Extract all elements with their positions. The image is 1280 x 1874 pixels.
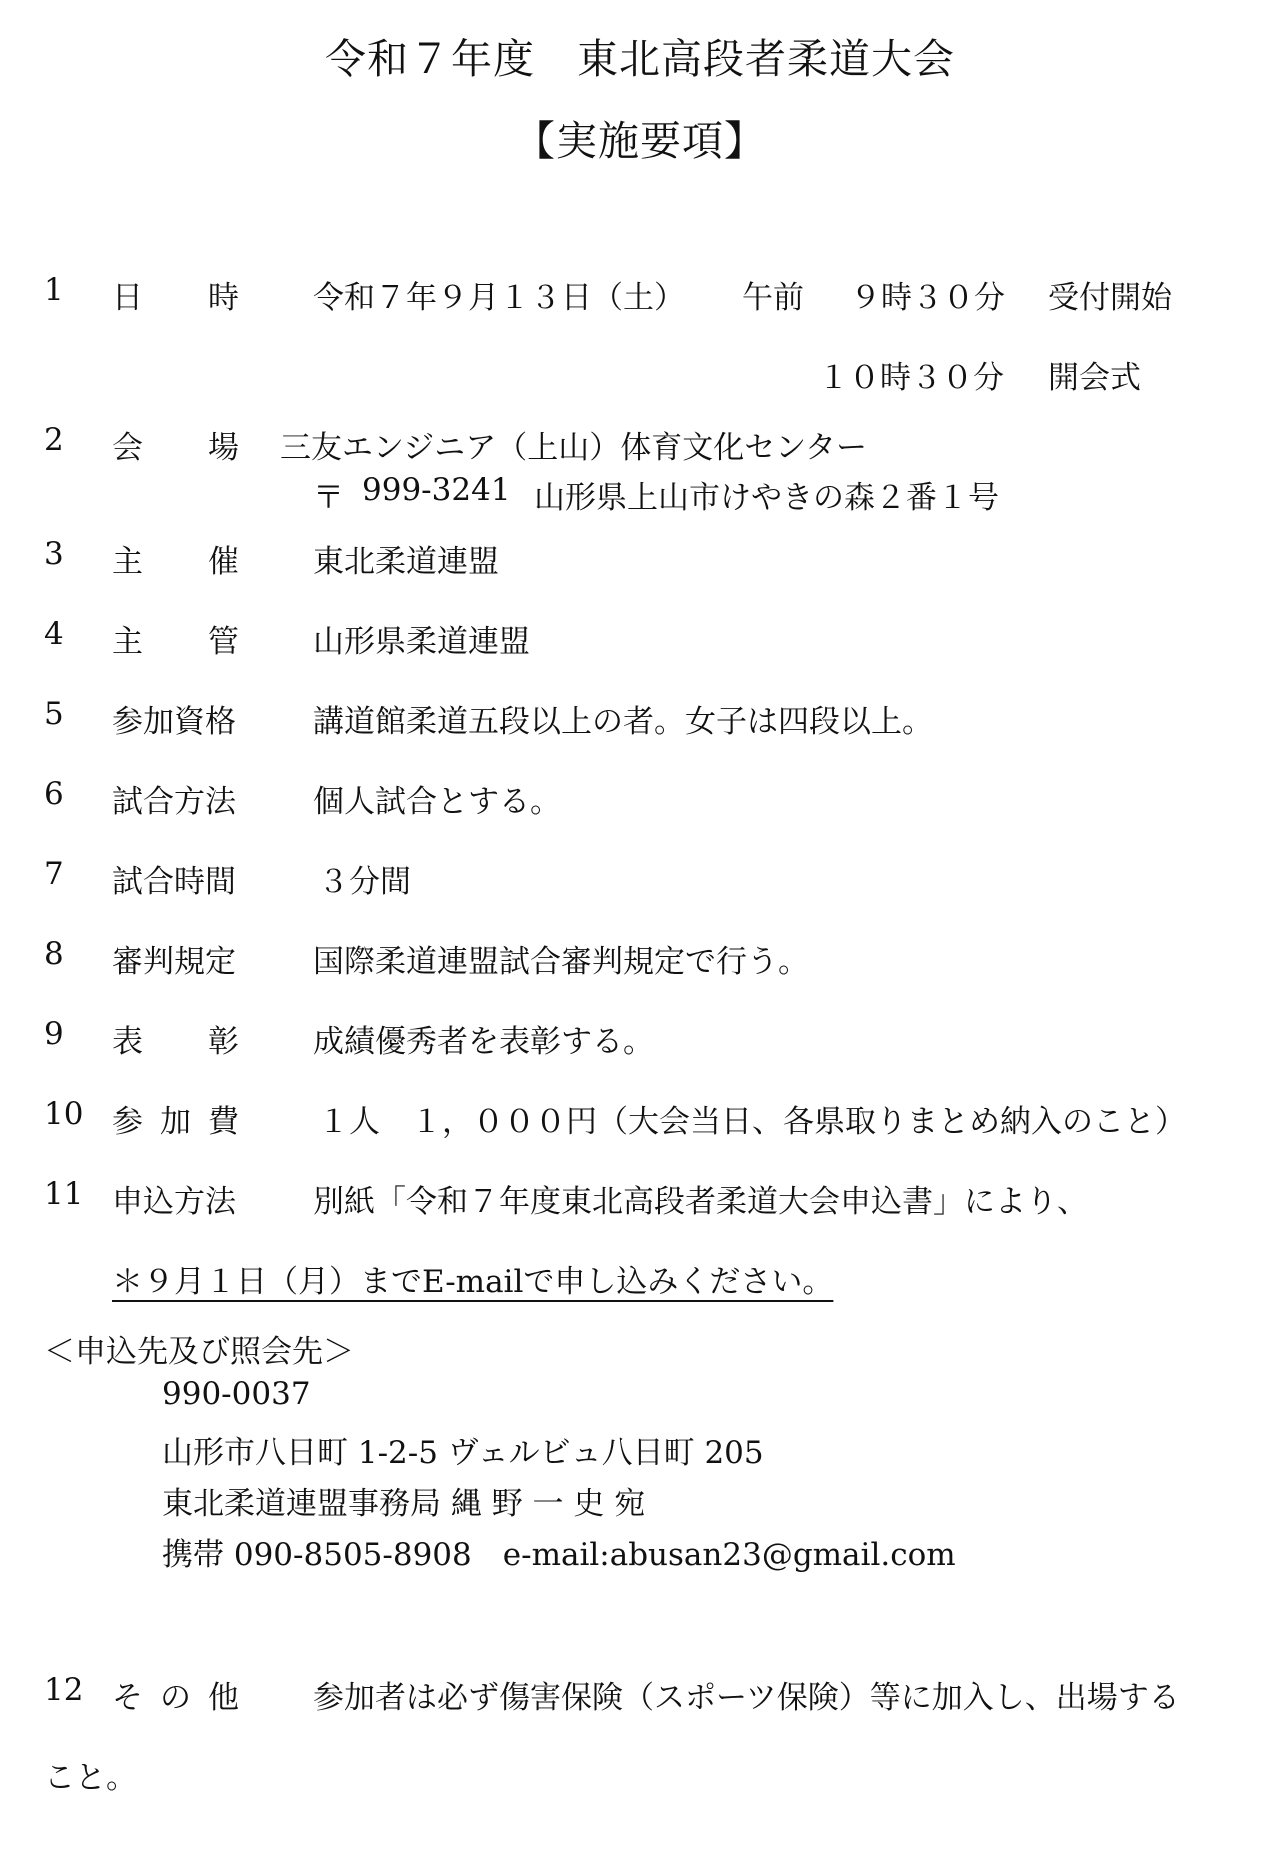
organizer-value: 山形県柔道連盟 [313, 624, 530, 660]
item-label: 試合方法 [112, 784, 236, 820]
reception-label: 受付開始 [1048, 280, 1172, 316]
contact-heading: ＜申込先及び照会先＞ [44, 1334, 354, 1370]
fee-value: １人 １，０００円（大会当日、各県取りまとめ納入のこと） [318, 1104, 1186, 1140]
item-number: 3 [44, 536, 64, 572]
item-number: 9 [44, 1016, 64, 1052]
item-label-char: 会 [112, 430, 143, 466]
item-venue [0, 422, 1280, 466]
item-number: 2 [44, 422, 64, 458]
award-value: 成績優秀者を表彰する。 [313, 1024, 654, 1060]
item-number: 10 [44, 1096, 84, 1132]
opening-label: 開会式 [1048, 360, 1141, 396]
contact-heading-line [0, 1326, 1280, 1370]
am-label: 午前 [742, 280, 804, 316]
reception-time: ９時３０分 [850, 280, 1005, 316]
item-label: 審判規定 [112, 944, 236, 980]
application-deadline: ＊９月１日（月）までE-mailで申し込みください。 [112, 1264, 834, 1300]
item-application [0, 1176, 1280, 1220]
opening-time: １０時３０分 [818, 360, 1004, 396]
item-label-char: 主 [112, 544, 143, 580]
item-label-char: 費 [208, 1104, 239, 1140]
item-organizer [0, 616, 1280, 660]
contact-office: 東北柔道連盟事務局 縄 野 一 史 宛 [162, 1486, 646, 1522]
item-other-cont [0, 1752, 1280, 1796]
item-venue-address [0, 472, 1280, 516]
item-duration [0, 856, 1280, 900]
item-label: 試合時間 [112, 864, 236, 900]
other-value-continued: こと。 [44, 1760, 137, 1796]
item-label-char: 表 [112, 1024, 143, 1060]
item-method [0, 776, 1280, 820]
item-rules [0, 936, 1280, 980]
item-label-char: 参 [112, 1104, 143, 1140]
item-number: 11 [44, 1176, 84, 1212]
application-deadline-line [0, 1256, 1280, 1300]
other-value: 参加者は必ず傷害保険（スポーツ保険）等に加入し、出場する [313, 1680, 1180, 1716]
venue-address: 山形県上山市けやきの森２番１号 [534, 480, 999, 516]
venue-name: 三友エンジニア（上山）体育文化センター [280, 430, 867, 466]
venue-postal-code: 999-3241 [362, 472, 511, 508]
item-host [0, 536, 1280, 580]
item-label-char: 主 [112, 624, 143, 660]
item-date-line2 [0, 352, 1280, 396]
item-fee [0, 1096, 1280, 1140]
document-subtitle: 【実施要項】 [514, 117, 766, 165]
item-label-char: 管 [208, 624, 239, 660]
contact-postal: 990-0037 [162, 1376, 311, 1412]
item-number: 6 [44, 776, 64, 812]
item-number: 12 [44, 1672, 84, 1708]
item-number: 1 [44, 272, 64, 308]
contact-address: 山形市八日町 1-2-5 ヴェルビュ八日町 205 [162, 1435, 764, 1471]
item-label-char: の [160, 1680, 191, 1716]
postal-mark: 〒 [313, 480, 344, 516]
event-date: 令和７年９月１３日（土） [313, 280, 685, 316]
item-label-char: 他 [208, 1680, 239, 1716]
item-award [0, 1016, 1280, 1060]
item-label: 参加資格 [112, 704, 236, 740]
item-other [0, 1672, 1280, 1716]
item-label-char: 時 [208, 280, 239, 316]
item-label-char: 日 [112, 280, 143, 316]
rules-value: 国際柔道連盟試合審判規定で行う。 [313, 944, 809, 980]
item-eligibility [0, 696, 1280, 740]
item-label-char: 彰 [208, 1024, 239, 1060]
item-label-char: そ [112, 1680, 143, 1716]
item-label: 申込方法 [112, 1184, 236, 1220]
eligibility-value: 講道館柔道五段以上の者。女子は四段以上。 [313, 704, 933, 740]
method-value: 個人試合とする。 [313, 784, 561, 820]
application-value: 別紙「令和７年度東北高段者柔道大会申込書」により、 [313, 1184, 1088, 1220]
item-date [0, 272, 1280, 316]
item-number: 4 [44, 616, 64, 652]
duration-value: ３分間 [318, 864, 411, 900]
item-label-char: 催 [208, 544, 239, 580]
item-label-char: 場 [208, 430, 239, 466]
item-number: 8 [44, 936, 64, 972]
item-label-char: 加 [160, 1104, 191, 1140]
host-value: 東北柔道連盟 [313, 544, 499, 580]
item-number: 7 [44, 856, 64, 892]
item-number: 5 [44, 696, 64, 732]
contact-phone-email: 携帯 090-8505-8908 e-mail:abusan23@gmail.com [162, 1537, 956, 1573]
document-title: 令和７年度 東北高段者柔道大会 [325, 35, 955, 83]
